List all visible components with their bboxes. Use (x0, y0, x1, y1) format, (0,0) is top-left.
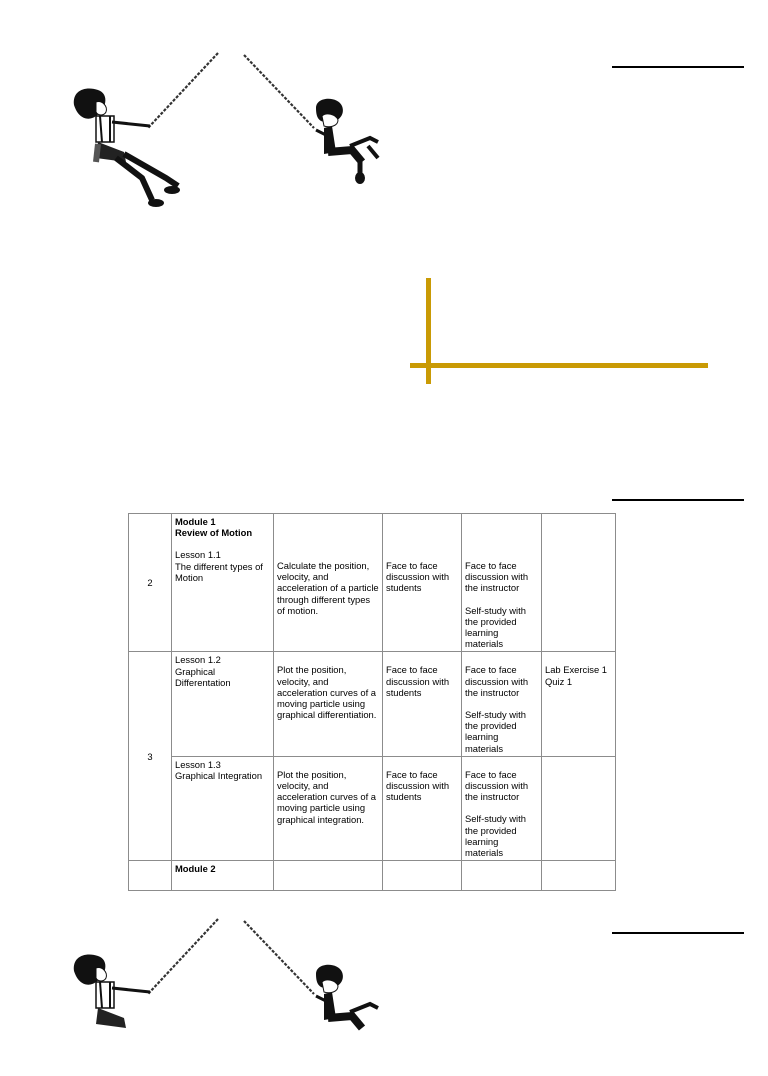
bottom-right-rule (612, 932, 744, 934)
module-label: Module 2 (175, 863, 216, 875)
activity-cell: Face to face discussion with the instructor Self-study with the provided learning materials (462, 652, 542, 756)
topic-cell (172, 756, 274, 860)
swinging-children-illustration (66, 50, 388, 210)
module-label: Module 1 (175, 516, 216, 527)
assessment-cell (542, 756, 616, 860)
top-right-rule (612, 66, 744, 68)
assessment-cell: Lab Exercise 1 Quiz 1 (542, 652, 616, 756)
activity-cell: Face to face discussion with the instructor Self-study with the provided learning materials (462, 756, 542, 860)
lesson-label: Lesson 1.1 (175, 549, 221, 561)
topic-cell (172, 514, 274, 652)
lesson-title: The different types of Motion (175, 560, 263, 583)
strategy-cell: Face to face discussion with students (383, 514, 462, 652)
activity-cell: Face to face discussion with the instructor Self-study with the provided learning materials (462, 514, 542, 652)
table-row (129, 514, 616, 652)
gold-vertical-bar (426, 278, 431, 384)
gold-horizontal-bar (410, 363, 708, 368)
lesson-title: Graphical Differentation (175, 665, 231, 688)
table-row (129, 652, 616, 756)
middle-right-rule (612, 499, 744, 501)
topic-cell (172, 652, 274, 756)
table-row (129, 756, 616, 860)
outcome-cell: Calculate the position, velocity, and acceleration of a particle through different types of motion. (274, 514, 383, 652)
strategy-cell: Face to face discussion with students (383, 652, 462, 756)
topic-cell (172, 861, 274, 891)
lesson-title: Graphical Integration (175, 770, 263, 782)
week-cell: 3 (129, 652, 172, 861)
strategy-cell: Face to face discussion with students (383, 756, 462, 860)
assessment-cell (542, 514, 616, 652)
lesson-label: Lesson 1.2 (175, 654, 221, 666)
lesson-label: Lesson 1.3 (175, 758, 221, 770)
week-cell: 2 (129, 514, 172, 652)
module-title: Review of Motion (175, 527, 253, 539)
outcome-cell: Plot the position, velocity, and acceleration curves of a moving particle using graphical integration. (274, 756, 383, 860)
swinging-children-illustration (66, 916, 388, 1076)
course-schedule-table (128, 513, 616, 875)
table-row (129, 861, 616, 891)
outcome-cell: Plot the position, velocity, and acceleration curves of a moving particle using graphical differentiation. (274, 652, 383, 756)
